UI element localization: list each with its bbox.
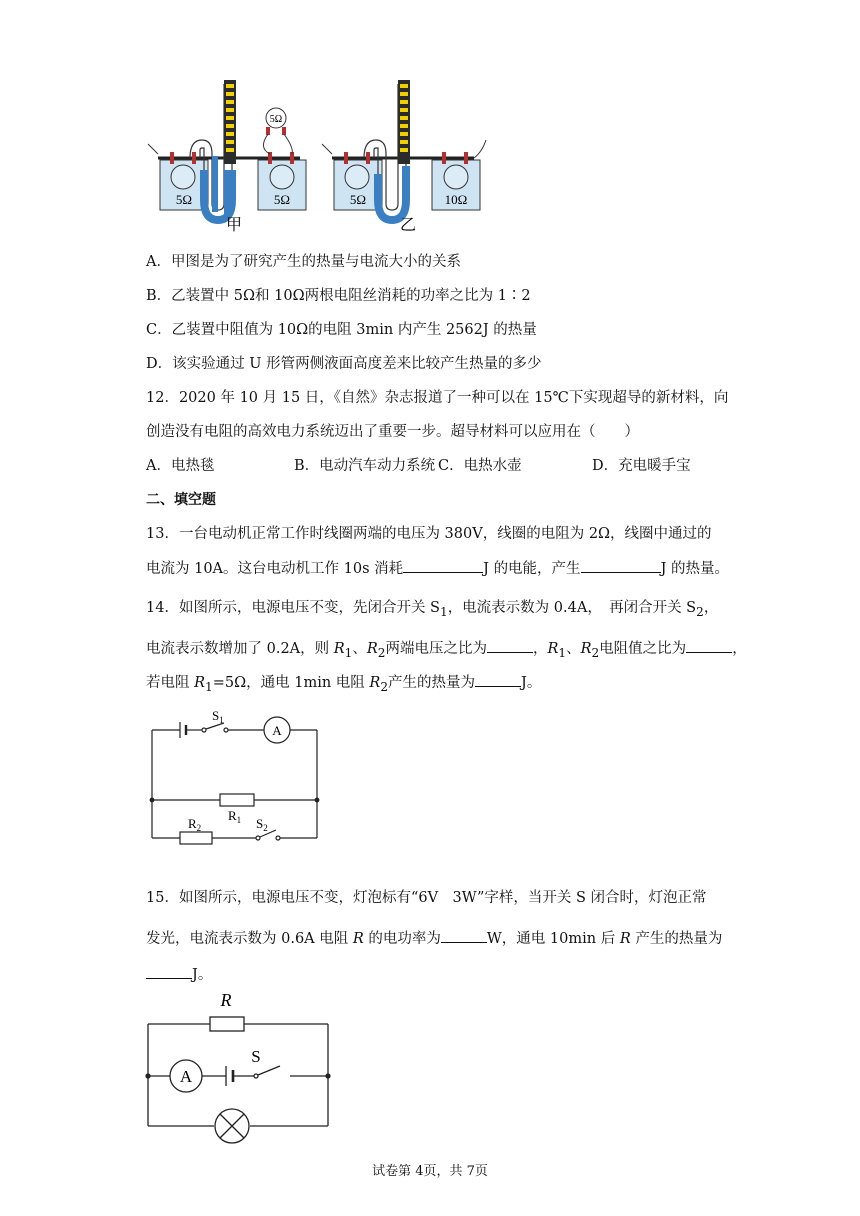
q13-text-a: 电流为 10A。这台电动机工作 10s 消耗 (146, 561, 404, 577)
q14-text: 产生的热量为 (388, 675, 476, 691)
q15-r: R (619, 931, 631, 947)
q14-answer-blank-voltage-ratio[interactable] (487, 638, 533, 653)
q13-answer-blank-heat[interactable] (581, 558, 661, 573)
q14-sub: 2 (380, 679, 389, 694)
q14-r1: R (333, 641, 345, 657)
q14-sub: 2 (591, 645, 600, 660)
q13-answer-blank-energy[interactable] (403, 558, 483, 573)
yi-right-resistor-label: 10Ω (444, 192, 468, 207)
switch-s1-label (212, 708, 224, 725)
q14-answer-blank-resistance-ratio[interactable] (686, 638, 732, 653)
q14-stem-line1 (146, 598, 718, 622)
q15-text: 发光，电流表示数为 0.6A 电阻 (146, 931, 353, 947)
yi-left-resistor-label: 5Ω (349, 192, 367, 207)
q11-option-c: C．乙装置中阻值为 10Ω的电阻 3min 内产生 2562J 的热量 (146, 322, 537, 338)
junction-dot (315, 798, 320, 803)
q14-text: =5Ω，通电 1min 电阻 (212, 675, 370, 691)
resistor-r2-label (188, 816, 201, 833)
q12-option-a: A．电热毯 (146, 458, 215, 474)
q12-option-c: C．电热水壶 (438, 458, 522, 474)
apparatus-yi (322, 80, 486, 234)
q13-stem-line1: 13．一台电动机正常工作时线圈两端的电压为 380V，线圈的电阻为 2Ω，线圈中通过的 (146, 526, 712, 542)
ammeter-label: A (179, 1067, 193, 1086)
q13-stem-line2 (146, 558, 729, 579)
r-label: R (228, 808, 237, 823)
q15-text: 产生的热量为 (630, 931, 723, 947)
q11-apparatus-figure (140, 74, 500, 234)
ammeter-label: A (272, 723, 282, 738)
q11-option-b: B．乙装置中 5Ω和 10Ω两根电阻丝消耗的功率之比为 1∶2 (146, 288, 531, 304)
q14-r1: R (547, 641, 559, 657)
q14-text: ， (532, 641, 548, 657)
q15-stem-line2 (146, 928, 722, 949)
junction-dot (145, 1073, 150, 1078)
q12-stem-line1: 12．2020 年 10 月 15 日，《自然》杂志报道了一种可以在 15℃下实现超导的新材料，向 (146, 390, 729, 406)
s-label: S (212, 708, 220, 723)
q14-r2: R (369, 675, 381, 691)
q14-text-c: ， (703, 600, 719, 616)
q11-option-d: D．该实验通过 U 形管两侧液面高度差来比较产生热量的多少 (146, 356, 542, 372)
section-title-fill-in: 二、填空题 (146, 492, 216, 508)
q12-option-b: B．电动汽车动力系统 (294, 458, 436, 474)
q14-circuit-diagram (140, 704, 340, 850)
resistor-r1-label (228, 808, 241, 825)
q14-text-a: 14．如图所示，电源电压不变，先闭合开关 S (146, 600, 440, 616)
q14-stem-line3 (146, 672, 541, 697)
page-footer: 试卷第 4页，共 7页 (372, 1164, 488, 1179)
q14-text: 、 (352, 641, 367, 657)
q15-stem-line3 (146, 964, 212, 985)
q14-text-b: ，电流表示数为 0.4A， 再闭合开关 S (447, 600, 697, 616)
q11-option-a: A．甲图是为了研究产生的热量与电流大小的关系 (146, 254, 461, 270)
jia-right-resistor-label: 5Ω (273, 192, 291, 207)
q15-r: R (352, 931, 364, 947)
q14-sub: 1 (205, 679, 213, 694)
r-label: R (188, 816, 197, 831)
r-sub: 1 (236, 815, 242, 825)
q14-text: 两端电压之比为 (385, 641, 487, 657)
ammeter-symbol (264, 717, 290, 743)
junction-dot (325, 1073, 330, 1078)
lamp-symbol (215, 1109, 249, 1143)
switch-s2-label (256, 816, 268, 833)
q14-text: 电流表示数增加了 0.2A，则 (146, 641, 334, 657)
resistor-r-label: R (220, 990, 232, 1010)
q15-text: J。 (192, 967, 213, 983)
junction-dot (150, 798, 155, 803)
apparatus-jia (148, 80, 306, 234)
q14-r2: R (580, 641, 592, 657)
q13-text-c: J 的热量。 (660, 561, 729, 577)
jia-parallel-resistor-label: 5Ω (269, 114, 283, 125)
q12-options (146, 456, 691, 476)
jia-left-resistor-label: 5Ω (175, 192, 193, 207)
q14-sub: 1 (558, 645, 567, 660)
s-label: S (256, 816, 264, 831)
q15-text: 的电功率为 (363, 931, 441, 947)
yi-caption: 乙 (399, 217, 417, 234)
q15-stem-line1: 15．如图所示，电源电压不变，灯泡标有“6V 3W”字样，当开关 S 闭合时，灯泡正常 (146, 890, 707, 906)
s-sub: 1 (219, 715, 224, 725)
q14-text: 、 (566, 641, 581, 657)
q14-sub: 2 (377, 645, 386, 660)
q15-circuit-diagram (140, 986, 340, 1146)
q14-text: 电阻值之比为 (599, 641, 687, 657)
q15-text: W，通电 10min 后 (486, 931, 620, 947)
jia-caption: 甲 (225, 217, 243, 234)
r-sub: 2 (196, 823, 202, 833)
q14-sub: 1 (344, 645, 353, 660)
q15-answer-blank-power[interactable] (441, 928, 487, 943)
q14-text: 若电阻 (146, 675, 195, 691)
q14-stem-line2 (146, 638, 747, 663)
q14-text: J。 (521, 675, 542, 691)
q13-text-b: J 的电能，产生 (483, 561, 581, 577)
ammeter-symbol (170, 1060, 202, 1092)
q14-answer-blank-heat[interactable] (475, 672, 521, 687)
q14-sub: 2 (696, 604, 704, 619)
q12-option-d: D．充电暖手宝 (592, 458, 691, 474)
switch-s-label: S (251, 1047, 261, 1066)
q14-text: ， (732, 641, 747, 657)
q14-r2: R (366, 641, 378, 657)
q14-sub: 1 (440, 604, 448, 619)
q12-stem-line2: 创造没有电阻的高效电力系统迈出了重要一步。超导材料可以应用在（ ） (146, 424, 639, 440)
s-sub: 2 (263, 823, 268, 833)
q15-answer-blank-heat[interactable] (146, 964, 192, 979)
q14-r1: R (194, 675, 206, 691)
